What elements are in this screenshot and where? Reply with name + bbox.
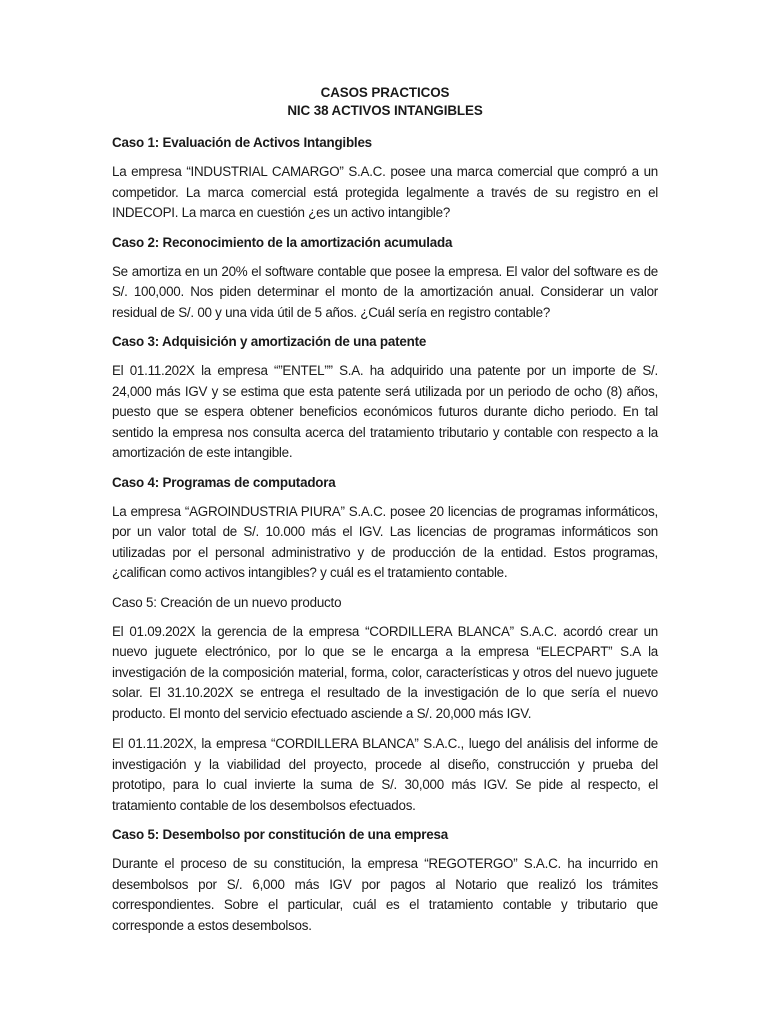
case-heading: Caso 4: Programas de computadora bbox=[112, 474, 336, 490]
case-heading: Caso 2: Reconocimiento de la amortización acumulada bbox=[112, 234, 453, 250]
case-section-2 bbox=[112, 234, 658, 324]
case-section-1 bbox=[112, 134, 658, 224]
case-section-6 bbox=[112, 826, 658, 936]
document-page bbox=[112, 84, 658, 946]
document-title bbox=[112, 84, 658, 120]
case-paragraph: La empresa “INDUSTRIAL CAMARGO” S.A.C. posee una marca comercial que compró a un competidor. La marca comercial está protegida legalmente a través de su registro en el INDECOPI. La marca en cuestión ¿es un activo intangible? bbox=[112, 164, 658, 220]
case-heading: Caso 1: Evaluación de Activos Intangibles bbox=[112, 135, 372, 150]
case-section-5 bbox=[112, 594, 658, 817]
case-heading: Caso 3: Adquisición y amortización de una patente bbox=[112, 334, 427, 349]
case-paragraph: Se amortiza en un 20% el software contable que posee la empresa. El valor del software es de S/. 100,000. Nos piden determinar el monto de la amortización anual. Considerar un valor residual de S/. 00 y una vida útil de 5 años. ¿Cuál sería en registro contable? bbox=[112, 263, 658, 320]
case-heading: Caso 5: Creación de un nuevo producto bbox=[112, 594, 342, 610]
case-paragraph: La empresa “AGROINDUSTRIA PIURA” S.A.C. posee 20 licencias de programas informáticos, por un valor total de S/. 10.000 más el IGV. Las licencias de programas informáticos son utilizadas por el personal administrativo y de producción de la entidad. Estos programas, ¿califican como activos intangibles? y cuál es el tratamiento contable. bbox=[112, 503, 658, 580]
case-paragraph: El 01.11.202X, la empresa “CORDILLERA BLANCA” S.A.C., luego del análisis del informe de investigación y la viabilidad del proyecto, procede al diseño, construcción y prueba del prototipo, para lo cual invierte la suma de S/. 30,000 más IGV. Se pide al respecto, el tratamiento contable de los desembolsos efectuados. bbox=[112, 736, 658, 813]
case-paragraph: El 01.11.202X la empresa “”ENTEL”” S.A. ha adquirido una patente por un importe de S/. 24,000 más IGV y se estima que esta patente será utilizada por un periodo de ocho (8) años, puesto que se espera obtener beneficios económicos futuros durante dicho periodo. En tal sentido la empresa nos consulta acerca del tratamiento tributario y contable con respecto a la amortización de este intangible. bbox=[112, 363, 658, 460]
title-line-2: NIC 38 ACTIVOS INTANGIBLES bbox=[287, 103, 483, 118]
case-paragraph: Durante el proceso de su constitución, la empresa “REGOTERGO” S.A.C. ha incurrido en desembolsos por S/. 6,000 más IGV por pagos al Notario que realizó los trámites correspondientes. Sobre el particular, cuál es el tratamiento contable y tributario que corresponde a estos desembolsos. bbox=[112, 856, 658, 933]
case-paragraph: El 01.09.202X la gerencia de la empresa “CORDILLERA BLANCA” S.A.C. acordó crear un nuevo juguete electrónico, por lo que se le encarga a la empresa “ELECPART” S.A la investigación de la composición material, forma, color, características y otros del nuevo juguete solar. El 31.10.202X se entrega el resultado de la investigación de lo que sería el nuevo producto. El monto del servicio efectuado asciende a S/. 20,000 más IGV. bbox=[112, 623, 658, 721]
case-section-3 bbox=[112, 333, 658, 464]
case-heading: Caso 5: Desembolso por constitución de una empresa bbox=[112, 827, 449, 842]
case-section-4 bbox=[112, 474, 658, 584]
title-line-1: CASOS PRACTICOS bbox=[320, 85, 450, 100]
